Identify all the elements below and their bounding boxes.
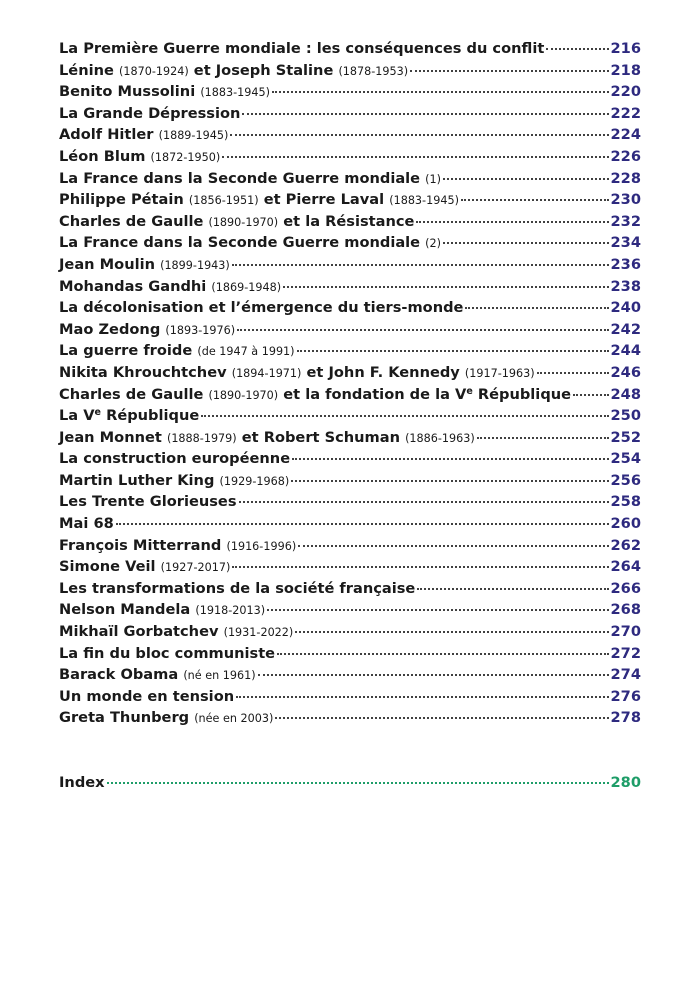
dot-leader	[232, 264, 609, 266]
entry-title-text: Mao Zedong	[59, 320, 161, 338]
entry-title-continuation: et Pierre Laval	[263, 191, 385, 209]
entry-page-number: 218	[610, 61, 641, 79]
entry-dates: (1927-2017)	[160, 561, 231, 575]
entry-title	[59, 601, 265, 618]
entry-title-text: La guerre froide	[59, 342, 193, 360]
entry-dates: (1893-1976)	[165, 323, 236, 337]
entry-title-text: Lénine	[59, 61, 114, 79]
toc-entry[interactable]	[59, 580, 641, 602]
entry-title-text: Nikita Khrouchtchev	[59, 363, 227, 381]
entry-page-number: 258	[610, 493, 641, 511]
entry-title	[59, 62, 408, 79]
toc-entry[interactable]	[59, 558, 641, 580]
entry-title	[59, 191, 459, 208]
dot-leader	[465, 307, 608, 309]
entry-page-number: 244	[610, 342, 641, 360]
entry-title-continuation: et Robert Schuman	[241, 428, 400, 446]
entry-dates: (1917-1963)	[464, 366, 535, 380]
toc-entry[interactable]	[59, 601, 641, 623]
entry-title-text: Un monde en tension	[59, 687, 235, 705]
entry-title	[59, 709, 273, 726]
toc-entry[interactable]	[59, 645, 641, 667]
entry-title	[59, 148, 220, 165]
entry-dates: (1869-1948)	[211, 280, 282, 294]
dot-leader	[230, 134, 608, 136]
entry-page-number: 260	[610, 515, 641, 533]
entry-page-number: 222	[610, 104, 641, 122]
toc-entry[interactable]	[59, 688, 641, 710]
entry-title	[59, 40, 544, 57]
entry-dates: (1918-2013)	[195, 604, 266, 618]
entry-title	[59, 256, 230, 273]
entry-title-continuation: et la fondation de la V	[283, 385, 467, 403]
entry-title-continuation: et la Résistance	[283, 212, 415, 230]
dot-leader	[573, 394, 608, 396]
toc-entry[interactable]	[59, 278, 641, 300]
entry-title	[59, 126, 228, 143]
toc-entry[interactable]	[59, 299, 641, 321]
entry-title	[59, 342, 295, 359]
entry-page-number: 246	[610, 363, 641, 381]
toc-entry[interactable]	[59, 666, 641, 688]
entry-title-text: Jean Moulin	[59, 255, 155, 273]
dot-leader	[222, 156, 608, 158]
entry-title-text: La Première Guerre mondiale : les conséquences du conflit	[59, 40, 545, 57]
entry-page-number: 216	[610, 40, 641, 57]
entry-title	[59, 83, 270, 100]
toc-entry[interactable]	[59, 407, 641, 429]
dot-leader	[292, 458, 608, 460]
entry-page-number: 242	[610, 320, 641, 338]
entry-page-number: 266	[610, 579, 641, 597]
toc-entry[interactable]	[59, 364, 641, 386]
dot-leader	[242, 113, 608, 115]
entry-title-text: La construction européenne	[59, 450, 291, 468]
entry-title	[59, 580, 415, 597]
entry-title	[59, 558, 230, 575]
index-page-number: 280	[610, 774, 641, 791]
entry-title-text: Charles de Gaulle	[59, 385, 204, 403]
entry-dates: (1856-1951)	[188, 194, 259, 208]
toc-entry[interactable]	[59, 515, 641, 537]
entry-dates: (1883-1945)	[200, 86, 271, 100]
entry-page-number: 234	[610, 234, 641, 252]
entry-title	[59, 688, 234, 705]
entry-page-number: 274	[610, 666, 641, 684]
dot-leader	[116, 523, 609, 525]
entry-title-text: Nelson Mandela	[59, 601, 191, 619]
dot-leader	[291, 480, 608, 482]
entry-dates: (1916-1996)	[226, 539, 297, 553]
entry-title-text: Mikhaïl Gorbatchev	[59, 623, 219, 641]
entry-title-text: Greta Thunberg	[59, 709, 190, 727]
toc-entry[interactable]	[59, 62, 641, 84]
entry-page-number: 228	[610, 169, 641, 187]
entry-title-text: Simone Veil	[59, 558, 156, 576]
entry-page-number: 272	[610, 644, 641, 662]
entry-title	[59, 429, 475, 446]
entry-page-number: 224	[610, 126, 641, 144]
entry-dates: (né en 1961)	[183, 669, 256, 683]
toc-entry[interactable]	[59, 83, 641, 105]
entry-page-number: 270	[610, 623, 641, 641]
toc-entry[interactable]	[59, 429, 641, 451]
toc-entry[interactable]	[59, 342, 641, 364]
entry-dates: (1899-1943)	[160, 258, 230, 272]
entry-page-number: 236	[610, 255, 641, 273]
entry-title-continuation: et John F. Kennedy	[306, 363, 460, 381]
entry-title-text: Philippe Pétain	[59, 191, 184, 209]
entry-title-text: La fin du bloc communiste	[59, 644, 276, 662]
dot-leader	[239, 501, 609, 503]
entry-title-text: Léon Blum	[59, 147, 146, 165]
entry-title	[59, 450, 290, 467]
toc-entry[interactable]	[59, 234, 641, 256]
entry-title-text: La France dans la Seconde Guerre mondiale	[59, 169, 421, 187]
entry-title-text: François Mitterrand	[59, 536, 222, 554]
entry-page-number: 256	[610, 471, 641, 489]
entry-dates: (1929-1968)	[219, 474, 290, 488]
entry-page-number: 240	[610, 299, 641, 317]
toc-entry[interactable]	[59, 472, 641, 494]
entry-title	[59, 321, 235, 338]
entry-title-text: Mai 68	[59, 515, 114, 533]
entry-dates: (1883-1945)	[389, 194, 459, 208]
entry-dates: (1889-1945)	[158, 129, 229, 143]
toc-entry[interactable]	[59, 386, 641, 408]
entry-superscript: e	[94, 407, 101, 419]
entry-dates: (1878-1953)	[338, 64, 409, 78]
entry-page-number: 254	[610, 450, 641, 468]
entry-title-text: La V	[59, 407, 95, 425]
entry-dates: (1890-1970)	[208, 215, 279, 229]
entry-page-number: 278	[610, 709, 641, 727]
entry-title	[59, 472, 289, 489]
toc-entry[interactable]	[59, 213, 641, 235]
entry-dates: (née en 2003)	[194, 712, 274, 726]
entry-title	[59, 364, 535, 381]
dot-leader	[461, 199, 609, 201]
dot-leader	[272, 91, 609, 93]
toc-entry[interactable]	[59, 321, 641, 343]
dot-leader	[232, 566, 608, 568]
entry-title	[59, 105, 240, 122]
entry-title	[59, 623, 293, 640]
entry-title	[59, 213, 414, 230]
entry-title	[59, 299, 463, 316]
dot-leader	[283, 286, 608, 288]
entry-page-number: 250	[610, 407, 641, 425]
table-of-contents	[59, 40, 641, 796]
entry-dates: (1931-2022)	[223, 626, 294, 640]
toc-entry[interactable]	[59, 126, 641, 148]
toc-entry[interactable]	[59, 191, 641, 213]
toc-entry[interactable]	[59, 623, 641, 645]
index-title: Index	[59, 774, 105, 791]
dot-leader	[275, 717, 608, 719]
entry-title	[59, 386, 571, 403]
dot-leader	[443, 242, 609, 244]
entry-title	[59, 645, 275, 662]
entry-title	[59, 515, 114, 532]
dot-leader	[258, 674, 609, 676]
entry-title-text: Barack Obama	[59, 666, 179, 684]
dot-leader	[267, 609, 608, 611]
entry-dates: (1894-1971)	[231, 366, 302, 380]
toc-entry[interactable]	[59, 493, 641, 515]
dot-leader	[297, 350, 609, 352]
entry-page-number: 268	[610, 601, 641, 619]
entry-title	[59, 278, 281, 295]
entry-title-text: Mohandas Gandhi	[59, 277, 207, 295]
entry-title-text: Adolf Hitler	[59, 126, 154, 144]
entry-title-continuation: et Joseph Staline	[193, 61, 334, 79]
entry-title	[59, 170, 441, 187]
entry-title-text: La Grande Dépression	[59, 104, 241, 122]
entry-title-text: Jean Monnet	[59, 428, 162, 446]
entry-dates: (1888-1979)	[166, 431, 237, 445]
entry-dates: (1)	[425, 172, 442, 186]
dot-leader	[298, 545, 608, 547]
toc-entry[interactable]	[59, 148, 641, 170]
entry-dates: (2)	[425, 237, 442, 251]
entry-title-text: Benito Mussolini	[59, 83, 196, 101]
entry-title-text: Martin Luther King	[59, 471, 215, 489]
toc-entry[interactable]	[59, 256, 641, 278]
dot-leader	[416, 221, 608, 223]
dot-leader	[443, 178, 609, 180]
entry-dates: (1890-1970)	[208, 388, 279, 402]
entry-title-text: La décolonisation et l’émergence du tiers-monde	[59, 299, 464, 317]
dot-leader	[417, 588, 608, 590]
dot-leader	[537, 372, 609, 374]
entry-page-number: 232	[610, 212, 641, 230]
index-row[interactable]	[59, 774, 641, 796]
dot-leader	[201, 415, 608, 417]
entry-title-text: Les Trente Glorieuses	[59, 493, 237, 511]
entry-dates: (1872-1950)	[150, 150, 221, 164]
entry-superscript: e	[466, 385, 473, 397]
entry-title	[59, 234, 441, 251]
entry-title-text: Charles de Gaulle	[59, 212, 204, 230]
dot-leader	[237, 329, 608, 331]
entry-page-number: 220	[610, 83, 641, 101]
toc-entry[interactable]	[59, 537, 641, 559]
dot-leader	[546, 48, 608, 50]
toc-entry[interactable]	[59, 450, 641, 472]
toc-entries	[59, 40, 641, 731]
entry-page-number: 238	[610, 277, 641, 295]
toc-entry[interactable]	[59, 170, 641, 192]
entry-page-number: 230	[610, 191, 641, 209]
entry-title-tail: République	[106, 407, 200, 425]
dot-leader	[295, 631, 608, 633]
dot-leader	[410, 70, 608, 72]
dot-leader	[477, 437, 609, 439]
entry-page-number: 264	[610, 558, 641, 576]
dot-leader	[107, 782, 609, 784]
dot-leader	[236, 696, 608, 698]
entry-title	[59, 666, 256, 683]
entry-page-number: 252	[610, 428, 641, 446]
entry-title-text: Les transformations de la société française	[59, 579, 416, 597]
entry-dates: (1886-1963)	[405, 431, 475, 445]
entry-title-tail: République	[477, 385, 572, 403]
entry-page-number: 276	[610, 687, 641, 705]
dot-leader	[277, 653, 608, 655]
entry-page-number: 226	[610, 147, 641, 165]
entry-title	[59, 537, 296, 554]
entry-title-text: La France dans la Seconde Guerre mondiale	[59, 234, 421, 252]
entry-page-number: 248	[610, 385, 641, 403]
entry-title	[59, 407, 199, 424]
toc-entry[interactable]	[59, 709, 641, 731]
entry-dates: (de 1947 à 1991)	[197, 345, 295, 359]
toc-entry[interactable]	[59, 105, 641, 127]
entry-dates: (1870-1924)	[118, 64, 189, 78]
toc-entry[interactable]	[59, 40, 641, 62]
entry-title	[59, 493, 237, 510]
entry-page-number: 262	[610, 536, 641, 554]
